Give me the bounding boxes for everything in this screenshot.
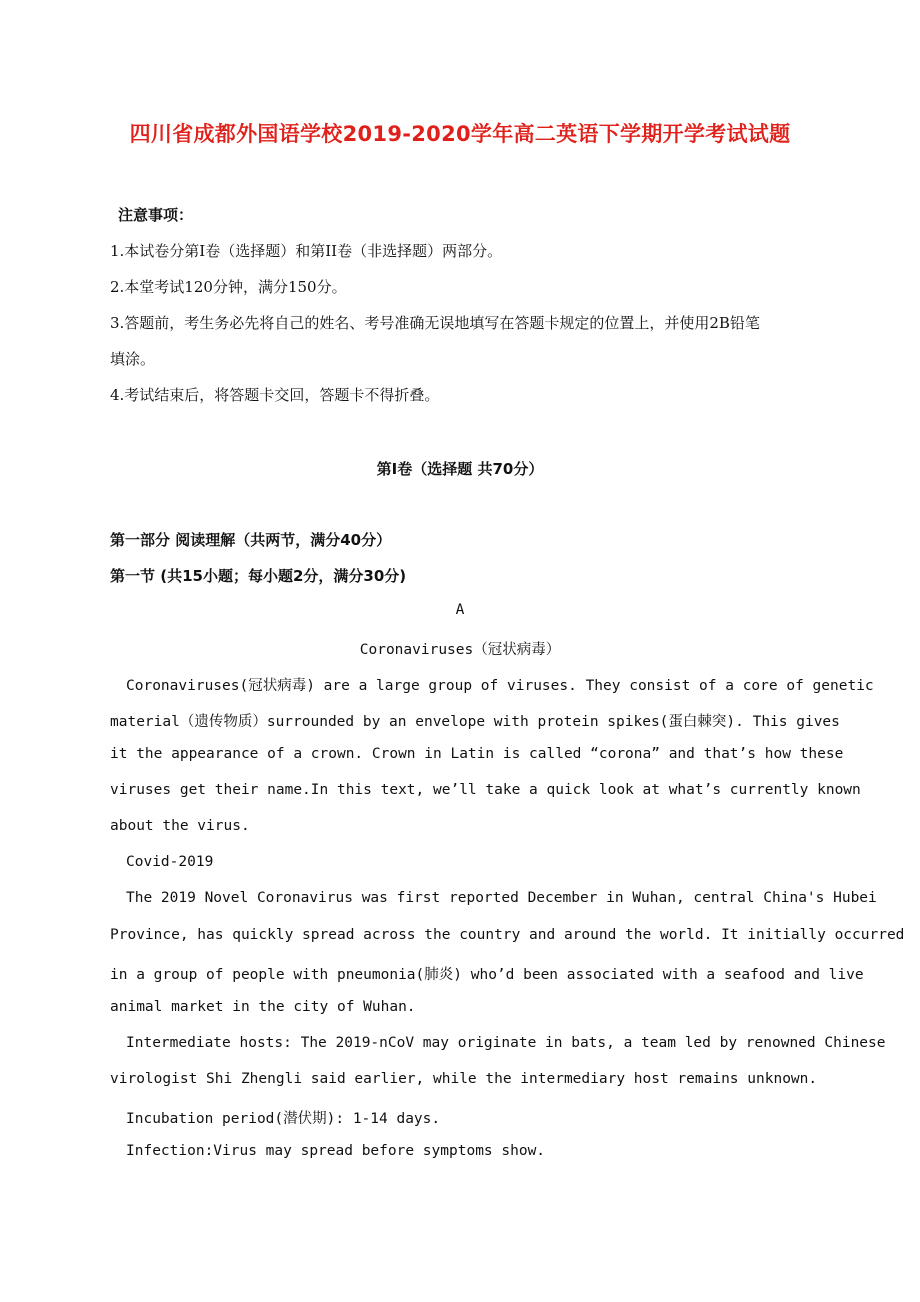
passage-line: virologist Shi Zhengli said earlier, while the intermediary host remains unknown.	[110, 1071, 818, 1087]
volume-heading: 第Ⅰ卷（选择题 共70分）	[376, 460, 544, 478]
passage-line: The 2019 Novel Coronavirus was first reported December in Wuhan, central China's Hubei	[126, 890, 877, 906]
passage-line: Intermediate hosts: The 2019-nCoV may originate in bats, a team led by renowned Chinese	[126, 1035, 886, 1051]
part-heading: 第一部分 阅读理解（共两节，满分40分）	[110, 531, 392, 549]
passage-line: Incubation period(潜伏期): 1-14 days.	[126, 1111, 441, 1127]
passage-line: animal market in the city of Wuhan.	[110, 999, 416, 1015]
passage-letter: A	[455, 602, 465, 618]
note-item-4: 4.考试结束后，将答题卡交回，答题卡不得折叠。	[110, 386, 440, 404]
note-item-2: 2.本堂考试120分钟，满分150分。	[110, 278, 347, 296]
passage-subheading: Covid-2019	[126, 854, 214, 870]
passage-line: about the virus.	[110, 818, 250, 834]
passage-line: viruses get their name.In this text, we’ll take a quick look at what’s currently known	[110, 782, 861, 798]
section-heading: 第一节 (共15小题；每小题2分，满分30分)	[110, 567, 407, 585]
note-item-3-cont: 填涂。	[110, 350, 156, 368]
passage-line: Infection:Virus may spread before symptoms show.	[126, 1143, 546, 1159]
notes-heading: 注意事项：	[118, 206, 194, 224]
passage-line: Province, has quickly spread across the country and around the world. It initially occurred	[110, 927, 905, 943]
passage-line: it the appearance of a crown. Crown in Latin is called “corona” and that’s how these	[110, 746, 844, 762]
passage-line: Coronaviruses(冠状病毒) are a large group of viruses. They consist of a core of genetic	[126, 678, 874, 694]
passage-line: material（遗传物质）surrounded by an envelope with protein spikes(蛋白棘突). This gives	[110, 714, 840, 730]
note-item-1: 1.本试卷分第Ⅰ卷（选择题）和第II卷（非选择题）两部分。	[110, 242, 503, 260]
document-title: 四川省成都外国语学校2019-2020学年高二英语下学期开学考试试题	[129, 122, 791, 146]
passage-title: Coronaviruses（冠状病毒）	[359, 642, 561, 658]
note-item-3: 3.答题前，考生务必先将自己的姓名、考号准确无误地填写在答题卡规定的位置上，并使用2B铅笔	[110, 314, 760, 332]
passage-line: in a group of people with pneumonia(肺炎) who’d been associated with a seafood and live	[110, 967, 864, 983]
